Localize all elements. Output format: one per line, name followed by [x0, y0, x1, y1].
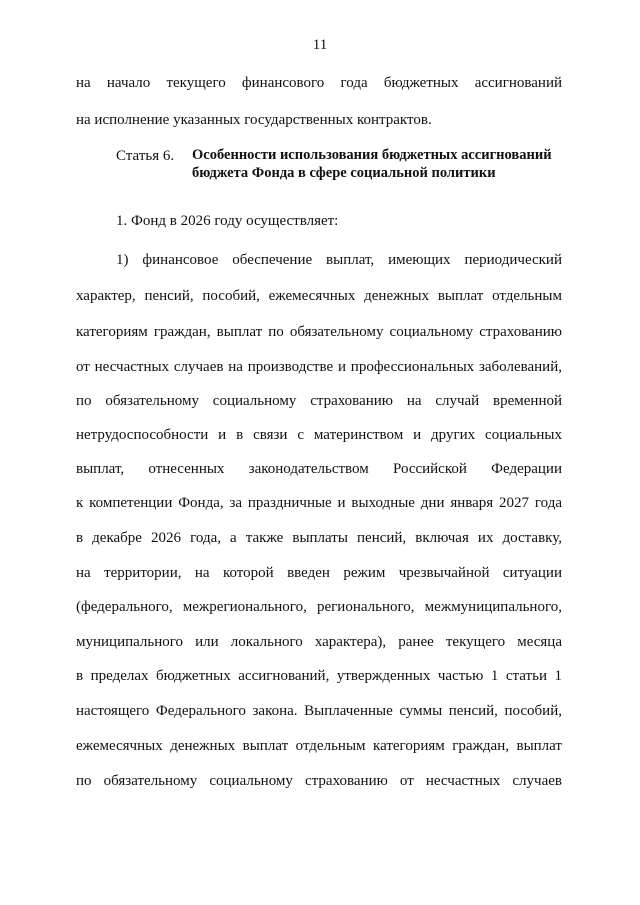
page-number: 11: [312, 37, 328, 53]
text-line: на исполнение указанных государственных контрактов.: [76, 112, 432, 128]
text-line: ежемесячных денежных выплат отдельным категориям граждан, выплат: [76, 738, 562, 754]
article-label: Статья 6.: [116, 148, 175, 164]
text-line: категориям граждан, выплат по обязательному социальному страхованию: [76, 324, 562, 340]
text-line: выплат, отнесенных законодательством Российской Федерации: [76, 461, 562, 477]
paragraph-heading: 1. Фонд в 2026 году осуществляет:: [116, 213, 339, 229]
text-line: на начало текущего финансового года бюджетных ассигнований: [76, 75, 562, 91]
text-line: муниципального или локального характера), ранее текущего месяца: [76, 634, 562, 650]
text-line: 1) финансовое обеспечение выплат, имеющих периодический: [116, 252, 562, 268]
text-line: характер, пенсий, пособий, ежемесячных денежных выплат отдельным: [76, 288, 562, 304]
text-line: на территории, на которой введен режим чрезвычайной ситуации: [76, 565, 562, 581]
text-line: по обязательному социальному страхованию на случай временной: [76, 393, 562, 409]
text-line: настоящего Федерального закона. Выплаченные суммы пенсий, пособий,: [76, 703, 562, 719]
text-line: от несчастных случаев на производстве и профессиональных заболеваний,: [76, 359, 562, 375]
article-title: Особенности использования бюджетных ассигнований бюджета Фонда в сфере социальной политики: [192, 147, 552, 181]
text-line: по обязательному социальному страхованию от несчастных случаев: [76, 773, 562, 789]
text-line: в декабре 2026 года, а также выплаты пенсий, включая их доставку,: [76, 530, 562, 546]
text-line: в пределах бюджетных ассигнований, утвержденных частью 1 статьи 1: [76, 668, 562, 684]
text-line: (федерального, межрегионального, регионального, межмуниципального,: [76, 599, 562, 615]
text-line: к компетенции Фонда, за праздничные и выходные дни января 2027 года: [76, 495, 562, 511]
text-line: нетрудоспособности и в связи с материнством и других социальных: [76, 427, 562, 443]
